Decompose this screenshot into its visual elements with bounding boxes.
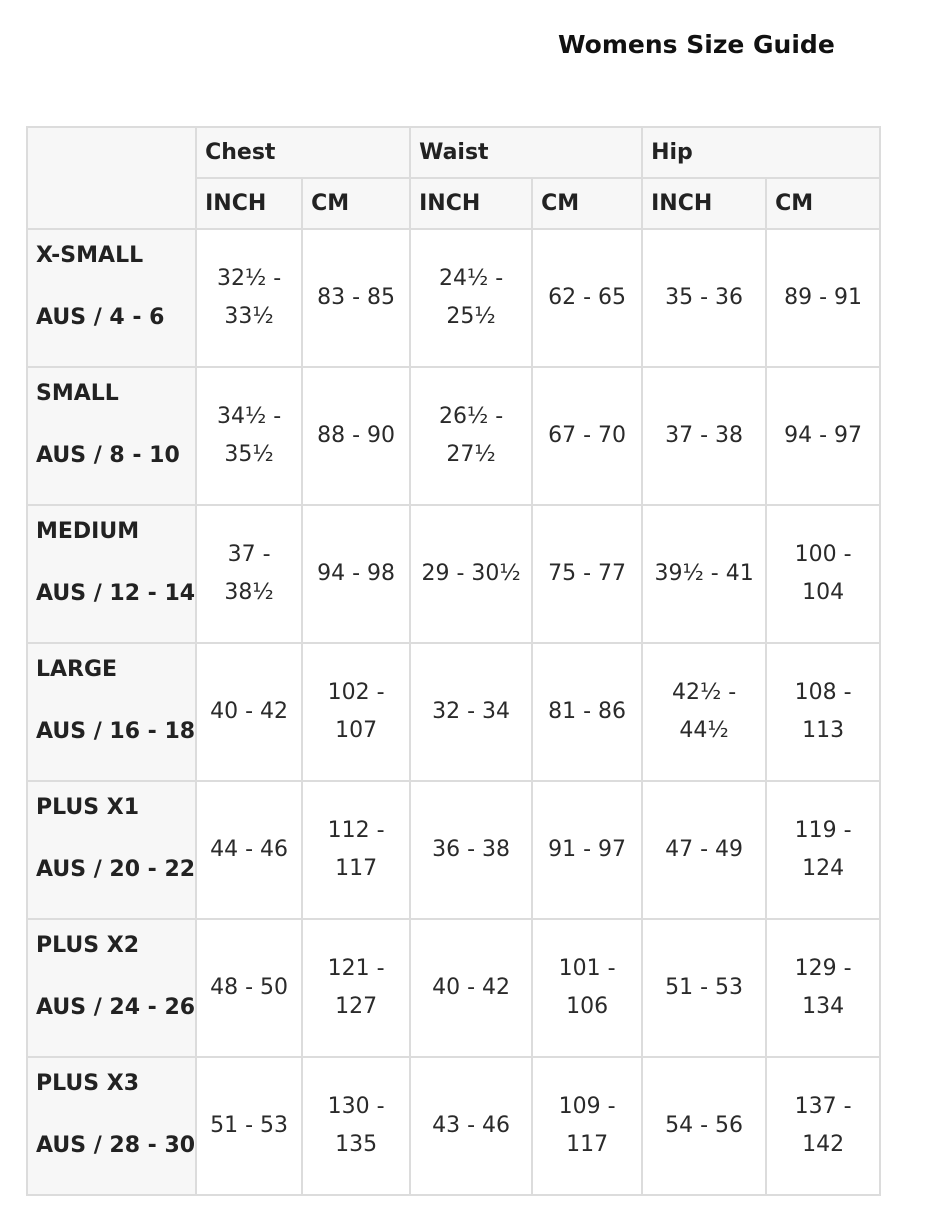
size-row-large xyxy=(27,643,880,781)
size-name: SMALL xyxy=(36,381,119,406)
hip-cm-value: 129 - 134 xyxy=(766,919,880,1057)
chest-cm-value: 83 - 85 xyxy=(302,229,410,367)
waist-inch-value: 32 - 34 xyxy=(410,643,532,781)
chest-inch-value: 51 - 53 xyxy=(196,1057,302,1195)
unit-header-waist-cm: CM xyxy=(532,178,642,229)
page-title: Womens Size Guide xyxy=(558,30,835,59)
size-guide-table xyxy=(26,126,881,1196)
unit-header-chest-cm: CM xyxy=(302,178,410,229)
size-label-cell xyxy=(27,367,196,505)
chest-cm-value: 102 - 107 xyxy=(302,643,410,781)
size-row-plus-x2 xyxy=(27,919,880,1057)
hip-cm-value: 108 - 113 xyxy=(766,643,880,781)
size-label-cell xyxy=(27,919,196,1057)
group-header-hip: Hip xyxy=(642,127,880,178)
size-row-plus-x3 xyxy=(27,1057,880,1195)
size-name: PLUS X3 xyxy=(36,1071,139,1096)
waist-inch-value: 26½ - 27½ xyxy=(410,367,532,505)
group-header-waist: Waist xyxy=(410,127,642,178)
chest-inch-value: 32½ - 33½ xyxy=(196,229,302,367)
chest-cm-value: 130 - 135 xyxy=(302,1057,410,1195)
chest-cm-value: 121 - 127 xyxy=(302,919,410,1057)
unit-header-hip-inch: INCH xyxy=(642,178,766,229)
group-header-chest: Chest xyxy=(196,127,410,178)
chest-cm-value: 94 - 98 xyxy=(302,505,410,643)
waist-inch-value: 43 - 46 xyxy=(410,1057,532,1195)
waist-inch-value: 40 - 42 xyxy=(410,919,532,1057)
hip-cm-value: 89 - 91 xyxy=(766,229,880,367)
aus-size: AUS / 12 - 14 xyxy=(36,581,196,606)
hip-cm-value: 137 - 142 xyxy=(766,1057,880,1195)
waist-inch-value: 29 - 30½ xyxy=(410,505,532,643)
size-row-x-small xyxy=(27,229,880,367)
unit-header-chest-inch: INCH xyxy=(196,178,302,229)
size-name: PLUS X1 xyxy=(36,795,139,820)
hip-inch-value: 54 - 56 xyxy=(642,1057,766,1195)
size-label-cell xyxy=(27,781,196,919)
aus-size: AUS / 16 - 18 xyxy=(36,719,196,744)
hip-inch-value: 51 - 53 xyxy=(642,919,766,1057)
chest-inch-value: 40 - 42 xyxy=(196,643,302,781)
aus-size: AUS / 24 - 26 xyxy=(36,995,196,1020)
hip-inch-value: 47 - 49 xyxy=(642,781,766,919)
aus-size: AUS / 28 - 30 xyxy=(36,1133,196,1158)
size-name: X-SMALL xyxy=(36,243,144,268)
chest-cm-value: 88 - 90 xyxy=(302,367,410,505)
size-row-small xyxy=(27,367,880,505)
waist-inch-value: 24½ - 25½ xyxy=(410,229,532,367)
hip-inch-value: 42½ - 44½ xyxy=(642,643,766,781)
group-header-row xyxy=(27,127,880,178)
hip-inch-value: 35 - 36 xyxy=(642,229,766,367)
unit-header-waist-inch: INCH xyxy=(410,178,532,229)
size-label-cell xyxy=(27,643,196,781)
chest-inch-value: 48 - 50 xyxy=(196,919,302,1057)
chest-inch-value: 34½ - 35½ xyxy=(196,367,302,505)
hip-cm-value: 100 - 104 xyxy=(766,505,880,643)
waist-cm-value: 67 - 70 xyxy=(532,367,642,505)
waist-cm-value: 62 - 65 xyxy=(532,229,642,367)
waist-cm-value: 75 - 77 xyxy=(532,505,642,643)
waist-cm-value: 91 - 97 xyxy=(532,781,642,919)
waist-cm-value: 109 - 117 xyxy=(532,1057,642,1195)
size-name: PLUS X2 xyxy=(36,933,139,958)
hip-inch-value: 37 - 38 xyxy=(642,367,766,505)
waist-cm-value: 101 - 106 xyxy=(532,919,642,1057)
chest-inch-value: 44 - 46 xyxy=(196,781,302,919)
aus-size: AUS / 20 - 22 xyxy=(36,857,196,882)
size-label-cell xyxy=(27,1057,196,1195)
size-row-medium xyxy=(27,505,880,643)
unit-header-hip-cm: CM xyxy=(766,178,880,229)
aus-size: AUS / 8 - 10 xyxy=(36,443,180,468)
size-name: LARGE xyxy=(36,657,118,682)
hip-inch-value: 39½ - 41 xyxy=(642,505,766,643)
aus-size: AUS / 4 - 6 xyxy=(36,305,165,330)
hip-cm-value: 119 - 124 xyxy=(766,781,880,919)
size-row-plus-x1 xyxy=(27,781,880,919)
size-label-cell xyxy=(27,229,196,367)
waist-inch-value: 36 - 38 xyxy=(410,781,532,919)
waist-cm-value: 81 - 86 xyxy=(532,643,642,781)
size-label-cell xyxy=(27,505,196,643)
chest-cm-value: 112 - 117 xyxy=(302,781,410,919)
size-name: MEDIUM xyxy=(36,519,140,544)
chest-inch-value: 37 - 38½ xyxy=(196,505,302,643)
hip-cm-value: 94 - 97 xyxy=(766,367,880,505)
corner-header-cell xyxy=(27,127,196,229)
